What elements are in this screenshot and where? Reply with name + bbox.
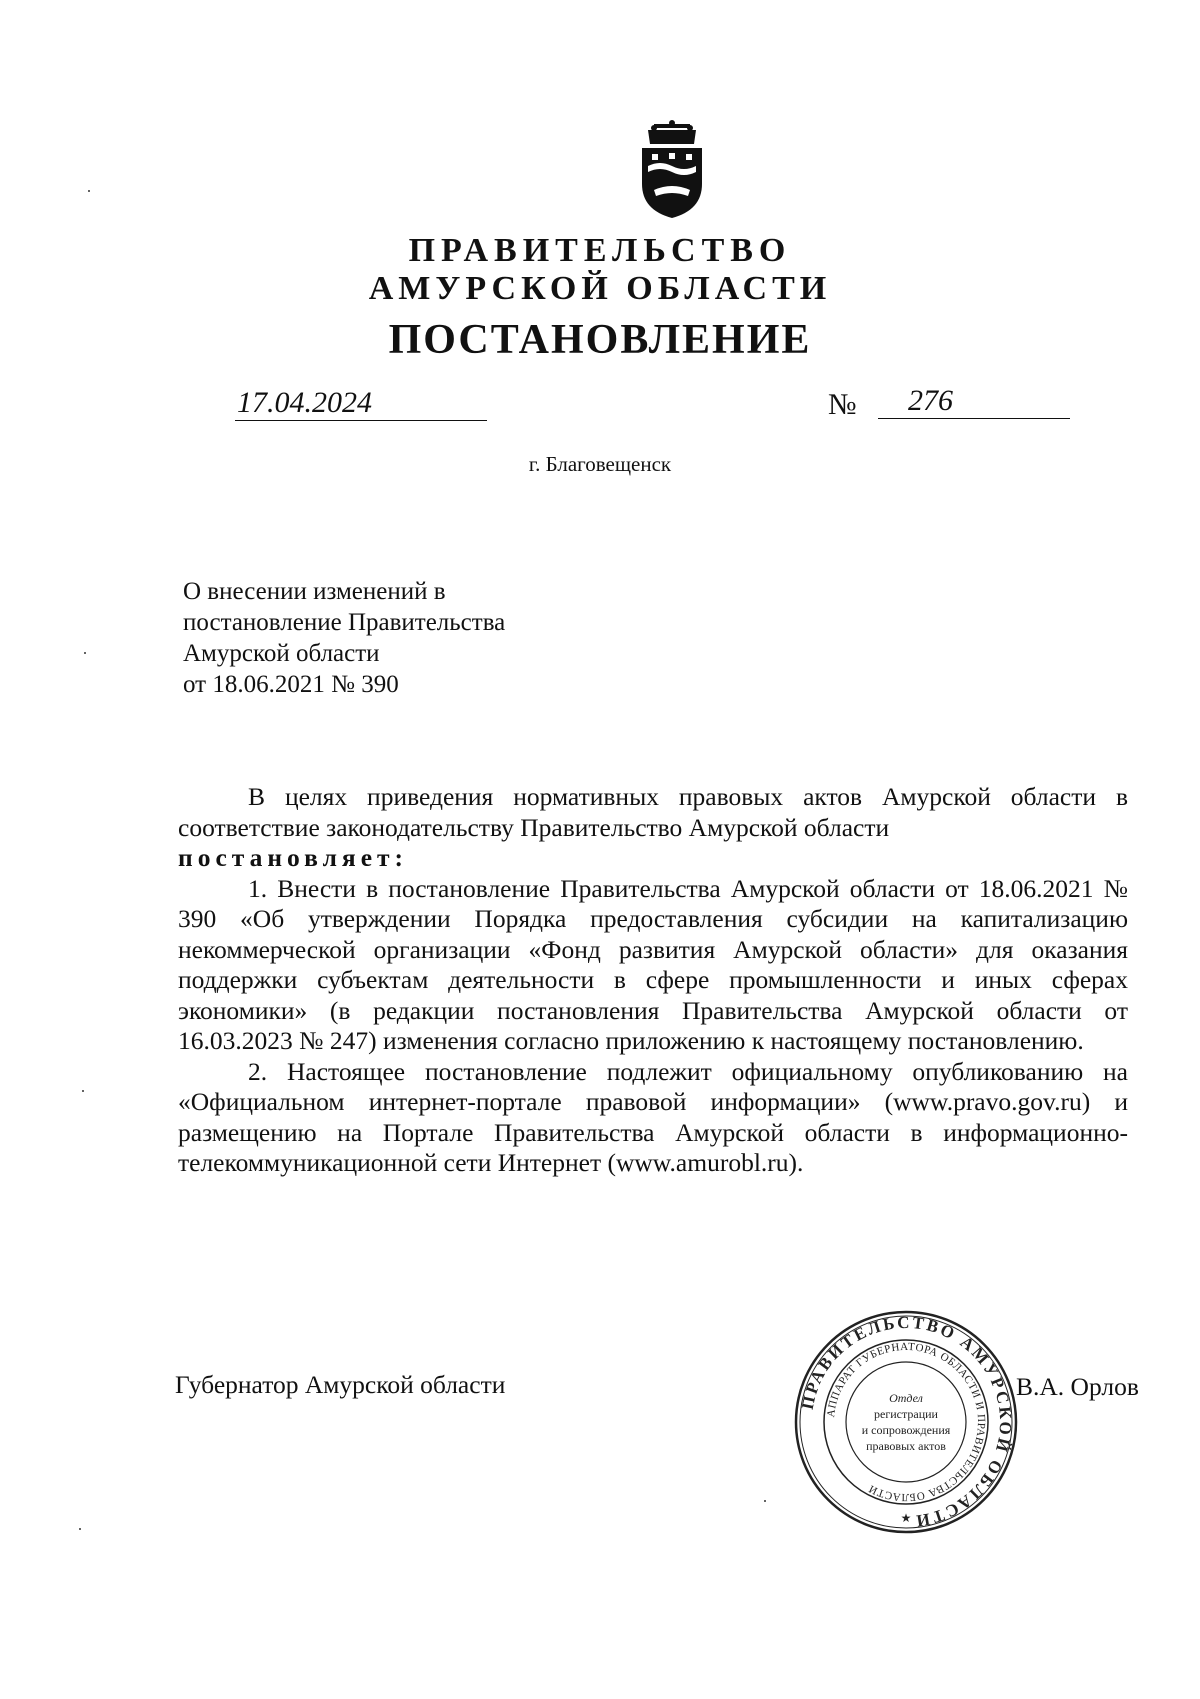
stamp-center-line: и сопровождения	[861, 1423, 951, 1437]
scan-speck	[82, 1090, 84, 1092]
svg-text:АППАРАТ ГУБЕРНАТОРА ОБЛАСТИ И	[825, 1341, 987, 1503]
subject-line: от 18.06.2021 № 390	[183, 671, 399, 698]
signer-position: Губернатор Амурской области	[175, 1370, 506, 1399]
signer-name: В.А. Орлов	[1016, 1372, 1139, 1401]
scan-speck	[79, 1528, 81, 1530]
coat-of-arms-emblem	[632, 120, 712, 220]
document-body	[178, 782, 1128, 1179]
scan-speck	[764, 1500, 766, 1502]
number-label: №	[828, 388, 857, 421]
resolves-word: постановляет:	[178, 843, 409, 872]
document-subject	[183, 576, 683, 700]
scan-speck	[88, 190, 90, 192]
subject-line: Амурской области	[183, 640, 380, 667]
org-title-line2: АМУРСКОЙ ОБЛАСТИ	[368, 270, 832, 307]
stamp-center-line: регистрации	[874, 1407, 938, 1421]
preamble-paragraph: В целях приведения нормативных правовых актов Амурской области в соответствие законодательству Правительство Амурской области	[178, 782, 1128, 842]
stamp-star-icon: ★	[900, 1511, 912, 1525]
stamp-center-line: правовых актов	[866, 1439, 946, 1453]
document-date: 17.04.2024	[235, 386, 487, 421]
document-number: 276	[878, 384, 1070, 419]
stamp-outer-text: ПРАВИТЕЛЬСТВО АМУРСКОЙ ОБЛАСТИ	[797, 1312, 1016, 1531]
item-2-paragraph: 2. Настоящее постановление подлежит официальному опубликованию на «Официальном интернет-портале правовой информации» (www.pravo.gov.ru) и размещению на Портале Правительства Амурской области в информационно-телекоммуникационной сети Интернет (www.amurobl.ru).	[178, 1056, 1128, 1177]
subject-line: О внесении изменений в	[183, 578, 446, 605]
city: г. Благовещенск	[528, 452, 672, 476]
document-type-title: ПОСТАНОВЛЕНИЕ	[388, 317, 812, 363]
scan-speck	[84, 652, 86, 654]
stamp-center-line: Отдел	[889, 1391, 923, 1405]
item-1-paragraph: 1. Внести в постановление Правительства Амурской области от 18.06.2021 № 390 «Об утверждении Порядка предоставления субсидии на капитализацию некоммерческой организации «Фонд развития Амурской области» для оказания поддержки субъектам деятельности в сфере промышленности и иных сферах экономики» (в редакции постановления Правительства Амурской области от 16.03.2023 № 247) изменения согласно приложению к настоящему постановлению.	[178, 873, 1128, 1055]
official-round-stamp	[792, 1308, 1020, 1536]
subject-line: постановление Правительства	[183, 609, 506, 636]
stamp-ring-text: АППАРАТ ГУБЕРНАТОРА ОБЛАСТИ И ПРАВИТЕЛЬСТВА ОБЛАСТИ	[825, 1340, 988, 1504]
org-title-line1: ПРАВИТЕЛЬСТВО	[408, 232, 792, 269]
